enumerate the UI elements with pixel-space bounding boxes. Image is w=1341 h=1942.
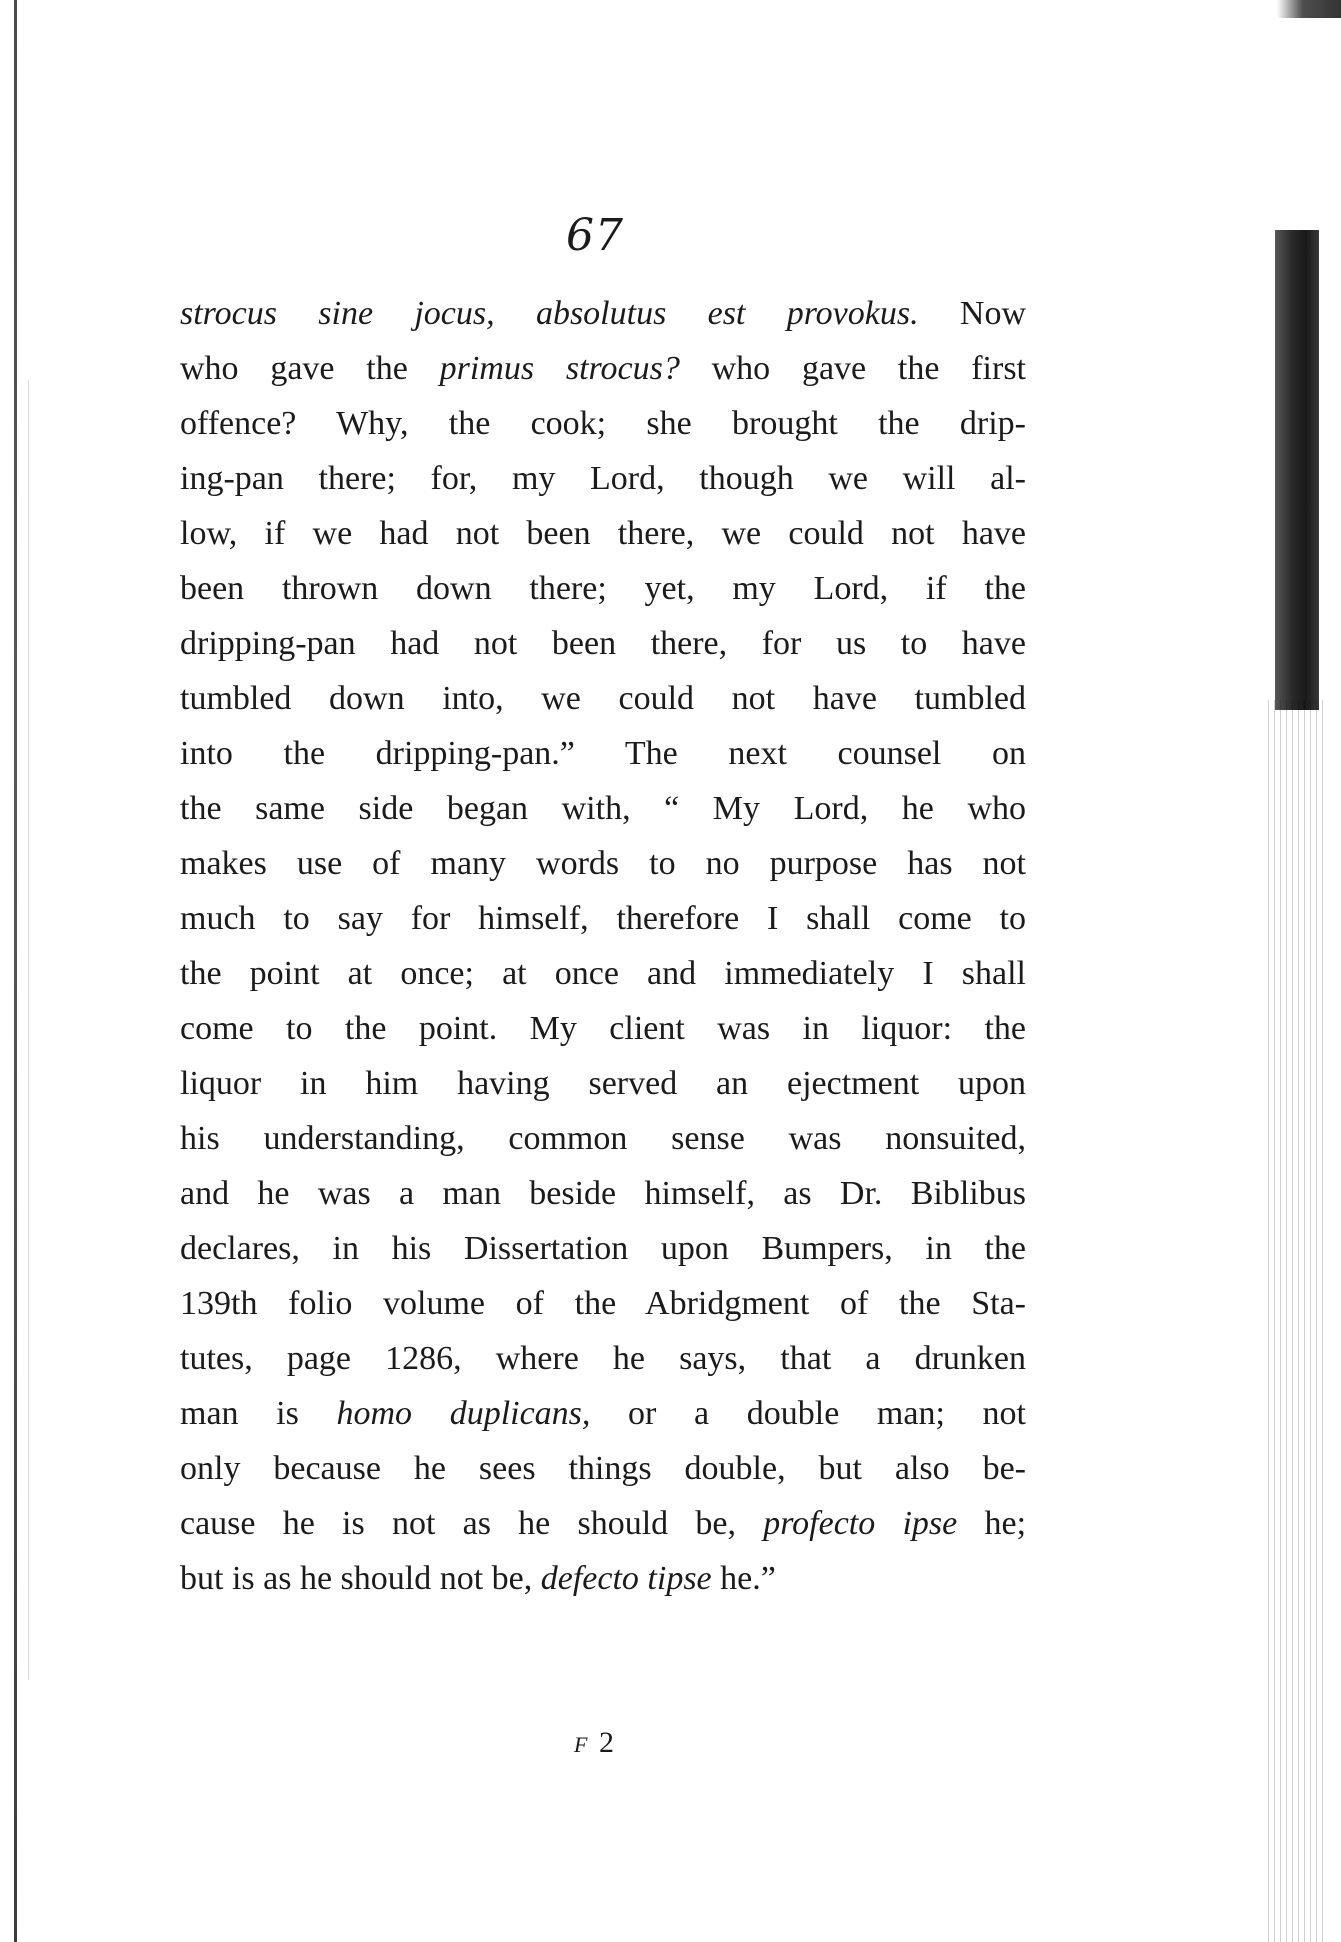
text-line — [180, 891, 1026, 946]
text-line — [180, 671, 1026, 726]
text-line — [180, 1221, 1026, 1276]
text-segment: who gave the first — [679, 350, 1027, 387]
text-line — [180, 1056, 1026, 1111]
text-line — [180, 1111, 1026, 1166]
text-line — [180, 726, 1026, 781]
text-segment: man is — [180, 1395, 337, 1432]
text-segment: tutes, page 1286, where he says, that a drunken — [180, 1340, 1026, 1377]
text-segment: into the dripping-pan.” The next counsel on — [180, 735, 1026, 772]
text-segment: only because he sees things double, but also be- — [180, 1450, 1026, 1487]
text-segment: and he was a man beside himself, as Dr. Biblibus — [180, 1175, 1026, 1212]
text-segment: but is as he should not be, — [180, 1560, 541, 1597]
text-segment: makes use of many words to no purpose has not — [180, 845, 1026, 882]
text-segment: ing-pan there; for, my Lord, though we will al- — [180, 460, 1026, 497]
text-segment: much to say for himself, therefore I shall come to — [180, 900, 1026, 937]
text-segment: cause he is not as he should be, — [180, 1505, 764, 1542]
text-segment: the same side began with, “ My Lord, he who — [180, 790, 1026, 827]
signature-mark — [0, 1726, 1190, 1760]
text-line — [180, 1551, 1026, 1606]
scan-edge-left — [14, 0, 17, 1942]
text-segment: liquor in him having served an ejectment upon — [180, 1065, 1026, 1102]
text-segment: tumbled down into, we could not have tumbled — [180, 680, 1026, 717]
italic-phrase: primus strocus? — [439, 350, 680, 387]
text-line — [180, 946, 1026, 1001]
text-segment: he.” — [711, 1560, 776, 1597]
scan-edge-left-faint — [28, 380, 29, 1680]
text-line — [180, 1496, 1026, 1551]
body-text — [180, 286, 1026, 1606]
italic-phrase: strocus sine jocus, absolutus est provokus. — [180, 295, 919, 332]
page-number: 67 — [566, 210, 624, 261]
text-line — [180, 836, 1026, 891]
signature-letter: F — [574, 1732, 590, 1757]
text-line — [180, 1331, 1026, 1386]
text-line — [180, 286, 1026, 341]
text-segment: his understanding, common sense was nonsuited, — [180, 1120, 1026, 1157]
text-line — [180, 616, 1026, 671]
text-segment: declares, in his Dissertation upon Bumpers, in the — [180, 1230, 1026, 1267]
text-line — [180, 1441, 1026, 1496]
text-line — [180, 1166, 1026, 1221]
text-segment: been thrown down there; yet, my Lord, if the — [180, 570, 1026, 607]
text-segment: he; — [957, 1505, 1027, 1542]
text-segment: come to the point. My client was in liquor: the — [180, 1010, 1026, 1047]
text-line — [180, 1001, 1026, 1056]
text-segment: Now — [918, 295, 1026, 332]
text-line — [180, 506, 1026, 561]
italic-phrase: homo duplicans, — [336, 1395, 591, 1432]
text-segment: offence? Why, the cook; she brought the drip- — [180, 405, 1026, 442]
text-line — [180, 561, 1026, 616]
text-segment: the point at once; at once and immediately I shall — [180, 955, 1026, 992]
text-segment: dripping-pan had not been there, for us to have — [180, 625, 1026, 662]
signature-number: 2 — [598, 1726, 616, 1759]
text-segment: 139th folio volume of the Abridgment of the Sta- — [180, 1285, 1026, 1322]
text-line — [180, 451, 1026, 506]
text-segment: low, if we had not been there, we could not have — [180, 515, 1026, 552]
text-line — [180, 341, 1026, 396]
text-line — [180, 781, 1026, 836]
scan-edge-right-top — [1277, 0, 1341, 18]
text-line — [180, 396, 1026, 451]
scan-edge-right-bleed — [1263, 700, 1323, 1942]
text-line — [180, 1386, 1026, 1441]
text-segment: who gave the — [180, 350, 440, 387]
italic-phrase: profecto ipse — [763, 1505, 958, 1542]
italic-phrase: defecto tipse — [540, 1560, 712, 1597]
text-segment: or a double man; not — [590, 1395, 1026, 1432]
text-line — [180, 1276, 1026, 1331]
scan-edge-right-shadow — [1275, 230, 1319, 710]
